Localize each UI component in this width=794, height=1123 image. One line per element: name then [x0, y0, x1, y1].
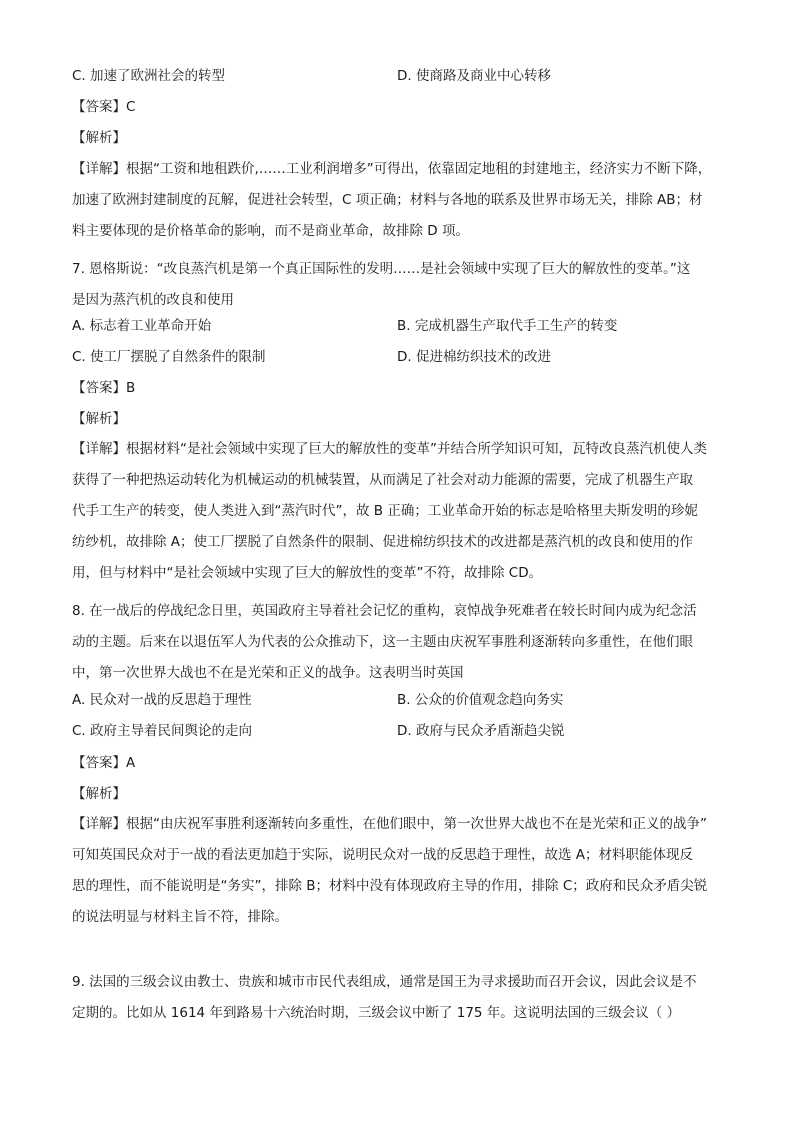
q6-detail: [72, 154, 722, 247]
q7-option-d: D. 促进棉纺织技术的改进: [397, 349, 551, 365]
q8-stem-line: 8. 在一战后的停战纪念日里，英国政府主导着社会记忆的重构，哀悼战争死难者在较长时间内成为纪念活: [72, 603, 697, 619]
q8-options-row-2: [72, 721, 732, 741]
q7-detail-line: 获得了一种把热运动转化为机械运动的机械装置，从而满足了社会对动力能源的需要，完成了机器生产取: [72, 472, 693, 488]
q9-stem-line: 9. 法国的三级会议由教士、贵族和城市市民代表组成，通常是国王为寻求援助而召开会议，因此会议是不: [72, 974, 697, 990]
q6-answer: 【答案】C: [72, 99, 136, 115]
q8-options-row-1: [72, 690, 732, 710]
q8-option-d: D. 政府与民众矛盾渐趋尖锐: [397, 723, 565, 739]
q8-stem-line: 中，第一次世界大战也不在是光荣和正义的战争。这表明当时英国: [72, 665, 464, 681]
q6-option-d: D. 使商路及商业中心转移: [397, 68, 551, 84]
q7-detail: [72, 434, 722, 589]
q7-option-a: A. 标志着工业革命开始: [72, 318, 212, 334]
q8-detail-line: 思的理性，而不能说明是“务实”，排除 B；材料中没有体现政府主导的作用，排除 C；政府和民众矛盾尖锐: [72, 878, 708, 894]
q8-option-c: C. 政府主导着民间舆论的走向: [72, 723, 253, 739]
q7-detail-line: 纺纱机，故排除 A；使工厂摆脱了自然条件的限制、促进棉纺织技术的改进都是蒸汽机的改良和使用的作: [72, 534, 694, 550]
q8-answer: 【答案】A: [72, 755, 136, 771]
q7-options-row-1: [72, 316, 732, 336]
q8-detail-line: 【详解】根据“由庆祝军事胜利逐渐转向多重性，在他们眼中，第一次世界大战也不在是光荣和正义的战争”: [72, 816, 707, 832]
q7-detail-line: 用，但与材料中“是社会领域中实现了巨大的解放性的变革”不符，故排除 CD。: [72, 565, 543, 581]
q7-stem-line: 是因为蒸汽机的改良和使用: [72, 292, 234, 308]
q6-options-row: [72, 66, 732, 86]
q7-detail-line: 【详解】根据材料“是社会领域中实现了巨大的解放性的变革”并结合所学知识可知，瓦特改良蒸汽机使人类: [72, 441, 707, 457]
q7-option-c: C. 使工厂摆脱了自然条件的限制: [72, 349, 266, 365]
q9-stem: [72, 967, 722, 1029]
q9-stem-line: 定期的。比如从 1614 年到路易十六统治时期，三级会议中断了 175 年。这说明法国的三级会议（ ）: [72, 1005, 681, 1021]
q7-options-row-2: [72, 347, 732, 367]
q6-detail-line: 【详解】根据“工资和地租跌价,……工业利润增多”可得出，依靠固定地租的封建地主，经济实力不断下降，: [72, 161, 712, 177]
q8-analysis-label: 【解析】: [72, 786, 126, 802]
q6-analysis-label: 【解析】: [72, 130, 126, 146]
q6-detail-line: 加速了欧洲封建制度的瓦解，促进社会转型，C 项正确；材料与各地的联系及世界市场无关，排除 AB；材: [72, 192, 703, 208]
q6-option-c: C. 加速了欧洲社会的转型: [72, 68, 226, 84]
q7-stem-line: 7. 恩格斯说：“改良蒸汽机是第一个真正国际性的发明……是社会领域中实现了巨大的解放性的变革。”这: [72, 261, 691, 277]
q7-option-b: B. 完成机器生产取代手工生产的转变: [397, 318, 618, 334]
q6-detail-line: 料主要体现的是价格革命的影响，而不是商业革命，故排除 D 项。: [72, 223, 469, 239]
q8-detail: [72, 809, 722, 933]
q8-detail-line: 的说法明显与材料主旨不符，排除。: [72, 909, 288, 925]
q8-option-b: B. 公众的价值观念趋向务实: [397, 692, 564, 708]
q8-stem: [72, 596, 722, 689]
q7-detail-line: 代手工生产的转变，使人类进入到“蒸汽时代”，故 B 正确；工业革命开始的标志是哈格里夫斯发明的珍妮: [72, 503, 698, 519]
q7-answer: 【答案】B: [72, 380, 136, 396]
q7-analysis-label: 【解析】: [72, 411, 126, 427]
q8-stem-line: 动的主题。后来在以退伍军人为代表的公众推动下，这一主题由庆祝军事胜利逐渐转向多重性，在他们眼: [72, 634, 693, 650]
q7-stem: [72, 254, 722, 316]
q8-option-a: A. 民众对一战的反思趋于理性: [72, 692, 252, 708]
q8-detail-line: 可知英国民众对于一战的看法更加趋于实际，说明民众对一战的反思趋于理性，故选 A；材料职能体现反: [72, 847, 694, 863]
